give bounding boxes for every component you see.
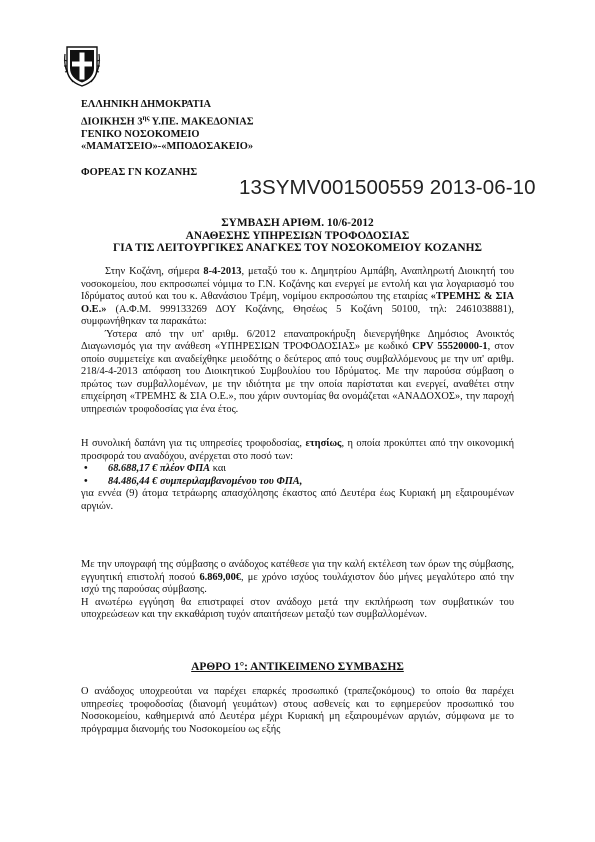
guarantee-return-paragraph: Η ανωτέρω εγγύηση θα επιστραφεί στον ανάδοχο μετά την εκπλήρωση των συμβατικών του υποχρεώσεων και την εκκαθάριση τυχόν απαιτήσεων μεταξύ των συμβαλλομένων. (81, 596, 514, 621)
amount-excluding-vat: 68.688,17 € πλέον ΦΠΑ (108, 463, 211, 475)
title-purpose: ΓΙΑ ΤΙΣ ΛΕΙΤΟΥΡΓΙΚΕΣ ΑΝΑΓΚΕΣ ΤΟΥ ΝΟΣΟΚΟΜΕΙΟΥ ΚΟΖΑΝΗΣ (113, 242, 482, 255)
text-run: , η οποία προκύπτει από την οικονομική προσφορά του αναδόχου, ανέρχεται στο ποσό των: (81, 438, 514, 462)
bullet-item (81, 476, 514, 489)
header-region-prefix: ΔΙΟΙΚΗΣΗ 3 (81, 116, 143, 128)
bullet-item (81, 463, 514, 476)
text-run: , με χρόνο ισχύος τουλάχιστον δύο μήνες μεγαλύτερο από την ισχύ της παρούσας σύμβασης. (81, 571, 515, 596)
bullet-icon: • (84, 463, 88, 475)
cpv-code: CPV 55520000-1 (412, 341, 488, 353)
guarantee-amount: 6.869,00€ (199, 571, 241, 583)
cost-section (81, 438, 514, 513)
header-country: ΕΛΛΗΝΙΚΗ ΔΗΜΟΚΡΑΤΙΑ (81, 99, 212, 110)
text-run: Η συνολική δαπάνη για τις υπηρεσίες τροφοδοσίας, (81, 438, 306, 449)
contract-preamble (81, 266, 514, 417)
text-run: , μεταξύ του κ. Δημητρίου Αμπάβη, Αναπληρωτή Διοικητή του νοσοκομείου, που εκπροσωπεί νόμιμα το Γ.Ν. Κοζάνης και ενεργεί με εντολή και για λογαριασμό του Ιδρύματος αυτού και του κ. Αθανάσιου Τρέμη, νομίμου εκπροσώπου της εταιρίας (81, 266, 515, 303)
bullet-icon: • (84, 475, 88, 487)
greek-emblem-icon (63, 44, 101, 88)
text-run: Ύστερα από την υπ' αριθμ. 6/2012 επαναπροκήρυξη διενεργήθηκε Δημόσιος Ανοικτός Διαγωνισμός για την ανάθεση «ΥΠΗΡΕΣΙΩΝ ΤΡΟΦΟΔΟΣΙΑΣ» με κωδικό (81, 328, 514, 353)
article-1-heading: ΑΡΘΡΟ 1°: ΑΝΤΙΚΕΙΜΕΝΟ ΣΥΜΒΑΣΗΣ (191, 661, 404, 673)
contract-title (81, 217, 514, 255)
issuer-header (81, 99, 254, 154)
staffing-paragraph: για εννέα (9) άτομα τετράωρης απασχόλησης έκαστος από Δευτέρα έως Κυριακή μη εξαιρουμένων αργιών. (81, 488, 514, 512)
header-hospital-name: «ΜΑΜΑΤΣΕΙΟ»-«ΜΠΟΔΟΣΑΚΕΙΟ» (81, 141, 254, 153)
header-hospital-type: ΓΕΝΙΚΟ ΝΟΣΟΚΟΜΕΙΟ (81, 128, 200, 140)
amount-including-vat: 84.486,44 € συμπεριλαμβανομένου του ΦΠΑ, (108, 475, 303, 487)
guarantee-paragraph (81, 559, 514, 597)
cost-paragraph (81, 438, 514, 463)
article-1-body (81, 686, 514, 736)
header-region-suffix: Υ.ΠΕ. ΜΑΚΕΔΟΝΙΑΣ (149, 116, 254, 128)
contractor-name: «ΤΡΕΜΗΣ & ΣΙΑ Ο.Ε.» (81, 291, 514, 315)
article-1-paragraph: Ο ανάδοχος υποχρεούται να παρέχει επαρκές προσωπικό (τραπεζοκόμους) το οποίο θα παρέχει υπηρεσίες τροφοδοσίας (διανομή γευμάτων) στους ασθενείς και το εφημερεύον προσωπικό του Νοσοκομείου, καθημερινά από Δευτέρα μέχρι Κυριακή μη εξαιρουμένων αργιών, σύμφωνα με το πρόγραμμα διανομής του Νοσοκομείου ως εξής (81, 686, 514, 735)
tender-paragraph (81, 329, 514, 417)
guarantee-section (81, 559, 514, 622)
text-run: , στον οποίο συμμετείχε και αναδείχθηκε μειοδότης ο δεύτερος από τους συμβαλλόμενους με την υπ' αριθμ. 218/4-4-2013 απόφαση του Διοικητικού Συμβουλίου του Ιδρύματος. Με την παρούσα σύμβαση ο πρώτος των συμβαλλομένων, με την ιδιότητα με την οποία παρίσταται και ενεργεί, αναθέτει στην επιχείρηση «ΤΡΕΜΗΣ & ΣΙΑ Ο.Ε.», που χάριν συντομίας θα ονομάζεται «ΑΝΑΔΟΧΟΣ», την παροχή υπηρεσιών τροφοδοσίας για ένα έτος. (81, 341, 514, 416)
text-run: Με την υπογραφή της σύμβασης ο ανάδοχος κατέθεσε για την καλή εκτέλεση των όρων της σύμβασης, εγγυητική επιστολή ποσού (81, 559, 514, 583)
ada-code-stamp: 13SYMV001500559 2013-06-10 (239, 176, 536, 199)
text-run: και (210, 463, 227, 475)
text-run: (Α.Φ.Μ. 999133269 ΔΟΥ Κοζάνης, Θησέως 5 Κοζάνη 50100, τηλ: 2461038881), συμφωνήθηκαν τα παρακάτω: (81, 303, 514, 328)
agency-label: ΦΟΡΕΑΣ ΓΝ ΚΟΖΑΝΗΣ (81, 167, 198, 178)
title-assignment: ΑΝΑΘΕΣΗΣ ΥΠΗΡΕΣΙΩΝ ΤΡΟΦΟΔΟΣΙΑΣ (185, 229, 410, 242)
header-health-region (81, 112, 254, 129)
header-region-ordinal: ης (142, 113, 150, 122)
title-contract-number: ΣΥΜΒΑΣΗ ΑΡΙΘΜ. 10/6-2012 (221, 217, 374, 229)
parties-paragraph (81, 266, 514, 329)
text-run: Στην Κοζάνη, σήμερα (105, 266, 204, 277)
cost-period: ετησίως (305, 438, 342, 449)
contract-date: 8-4-2013 (203, 266, 242, 277)
